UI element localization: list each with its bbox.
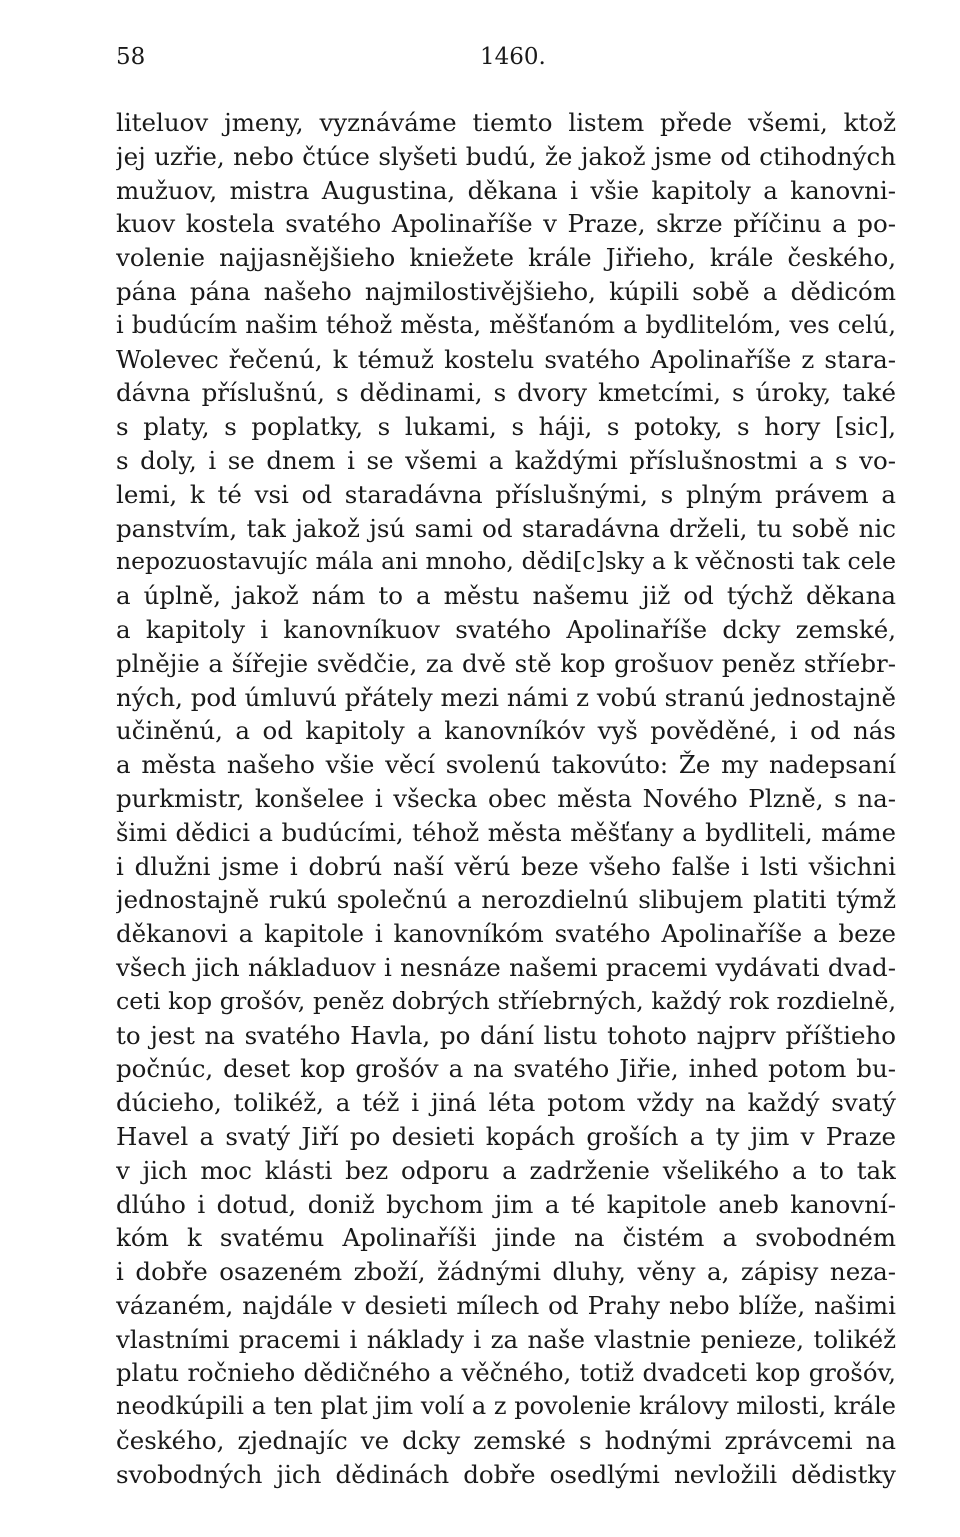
text-line: panstvím, tak jakož jsú sami od staradávna drželi, tu sobě nic: [116, 513, 896, 543]
running-header-year: 1460.: [480, 44, 546, 70]
text-line: liteluov jmeny, vyznáváme tiemto listem přede všemi, ktož: [116, 108, 896, 137]
text-line: i budúcím našim téhož města, měšťanóm a bydlitelóm, ves celú,: [116, 310, 896, 339]
text-line: a kapitoly i kanovníkuov svatého Apolinaříše dcky zemské,: [116, 614, 896, 644]
text-line: mužuov, mistra Augustina, děkana i všie kapitoly a kanovni-: [116, 175, 896, 205]
text-line: ných, pod úmluvú přátely mezi námi z vobú stranú jednostajně: [116, 682, 896, 712]
text-line: ceti kop grošóv, peněz dobrých stříebrných, každý rok rozdielně,: [116, 986, 896, 1015]
text-line: pána pána našeho najmilostivějšieho, kúpili sobě a dědicóm: [116, 276, 896, 306]
page-header: [116, 44, 896, 84]
text-line: jej uzřie, nebo čtúce slyšeti budú, že jakož jsme od ctihodných: [116, 141, 896, 171]
text-line: učiněnú, a od kapitoly a kanovníkóv vyš pověděné, i od nás: [116, 716, 896, 746]
text-line: vázaném, najdále v desieti mílech od Prahy nebo blíže, našimi: [116, 1290, 896, 1320]
text-line: děkanovi a kapitole i kanovníkóm svatého Apolinaříše a beze: [116, 919, 896, 949]
text-line: šimi dědici a budúcími, téhož města měšťany a bydliteli, máme: [116, 817, 896, 847]
text-line: lemi, k té vsi od staradávna příslušnými, s plným právem a: [116, 479, 896, 509]
page-number: 58: [116, 44, 146, 70]
text-line: a města našeho všie věcí svolenú takovúto: Že my nadepsaní: [116, 750, 896, 780]
text-line: s doly, i se dnem i se všemi a každými příslušnostmi a s vo-: [116, 445, 896, 475]
text-line: dávna příslušnú, s dědinami, s dvory kmetcími, s úroky, také: [116, 378, 896, 408]
text-line: počnúc, deset kop grošóv a na svatého Jiřie, inhed potom bu-: [116, 1054, 896, 1084]
text-line: nepozuostavujíc mála ani mnoho, dědi[c]sky a k věčnosti tak cele: [116, 547, 896, 576]
text-line: Wolevec řečenú, k témuž kostelu svatého Apolinaříše z stara-: [116, 344, 896, 374]
text-line: purkmistr, konšelee i všecka obec města Nového Plzně, s na-: [116, 783, 896, 813]
text-line: volenie najjasnějšieho kniežete krále Jiřieho, krále českého,: [116, 243, 896, 273]
text-line: svobodných jich dědinách dobře osedlými nevložili dědistky: [116, 1459, 896, 1489]
text-line: platu ročnieho dědičného a věčného, totiž dvadceti kop grošóv,: [116, 1358, 896, 1388]
text-line: vlastními pracemi i náklady i za naše vlastnie penieze, tolikéž: [116, 1324, 896, 1354]
text-line: neodkúpili a ten plat jim volí a z povolenie královy milosti, krále: [116, 1392, 896, 1421]
text-line: Havel a svatý Jiří po desieti kopách groších a ty jim v Praze: [116, 1121, 896, 1151]
text-line: i dobře osazeném zboží, žádnými dluhy, věny a, zápisy neza-: [116, 1257, 896, 1287]
text-line: dlúho i dotud, doniž bychom jim a té kapitole aneb kanovní-: [116, 1189, 896, 1219]
body-text: [116, 106, 896, 1492]
text-line: s platy, s poplatky, s lukami, s háji, s potoky, s hory [sic],: [116, 412, 896, 442]
text-line: dúcieho, tolikéž, a též i jiná léta potom vždy na každý svatý: [116, 1088, 896, 1118]
text-line: kóm k svatému Apolinaříši jinde na čistém a svobodném: [116, 1223, 896, 1253]
text-line: plnějie a šířejie svědčie, za dvě stě kop grošuov peněz stříebr-: [116, 648, 896, 678]
text-line: kuov kostela svatého Apolinaříše v Praze, skrze příčinu a po-: [116, 209, 896, 239]
text-line: českého, zjednajíc ve dcky zemské s hodnými zprávcemi na: [116, 1426, 896, 1456]
text-line: jednostajně rukú společnú a nerozdielnú slibujem platiti týmž: [116, 885, 896, 915]
text-line: i dlužni jsme i dobrú naší věrú beze všeho falše i lsti všichni: [116, 851, 896, 881]
text-line: všech jich nákladuov i nesnáze našemi pracemi vydávati dvad-: [116, 952, 896, 982]
text-line: v jich moc klásti bez odporu a zadrženie všelikého a to tak: [116, 1155, 896, 1185]
text-line: a úplně, jakož nám to a městu našemu již od týchž děkana: [116, 581, 896, 611]
text-line: to jest na svatého Havla, po dání listu tohoto najprv příštieho: [116, 1020, 896, 1050]
